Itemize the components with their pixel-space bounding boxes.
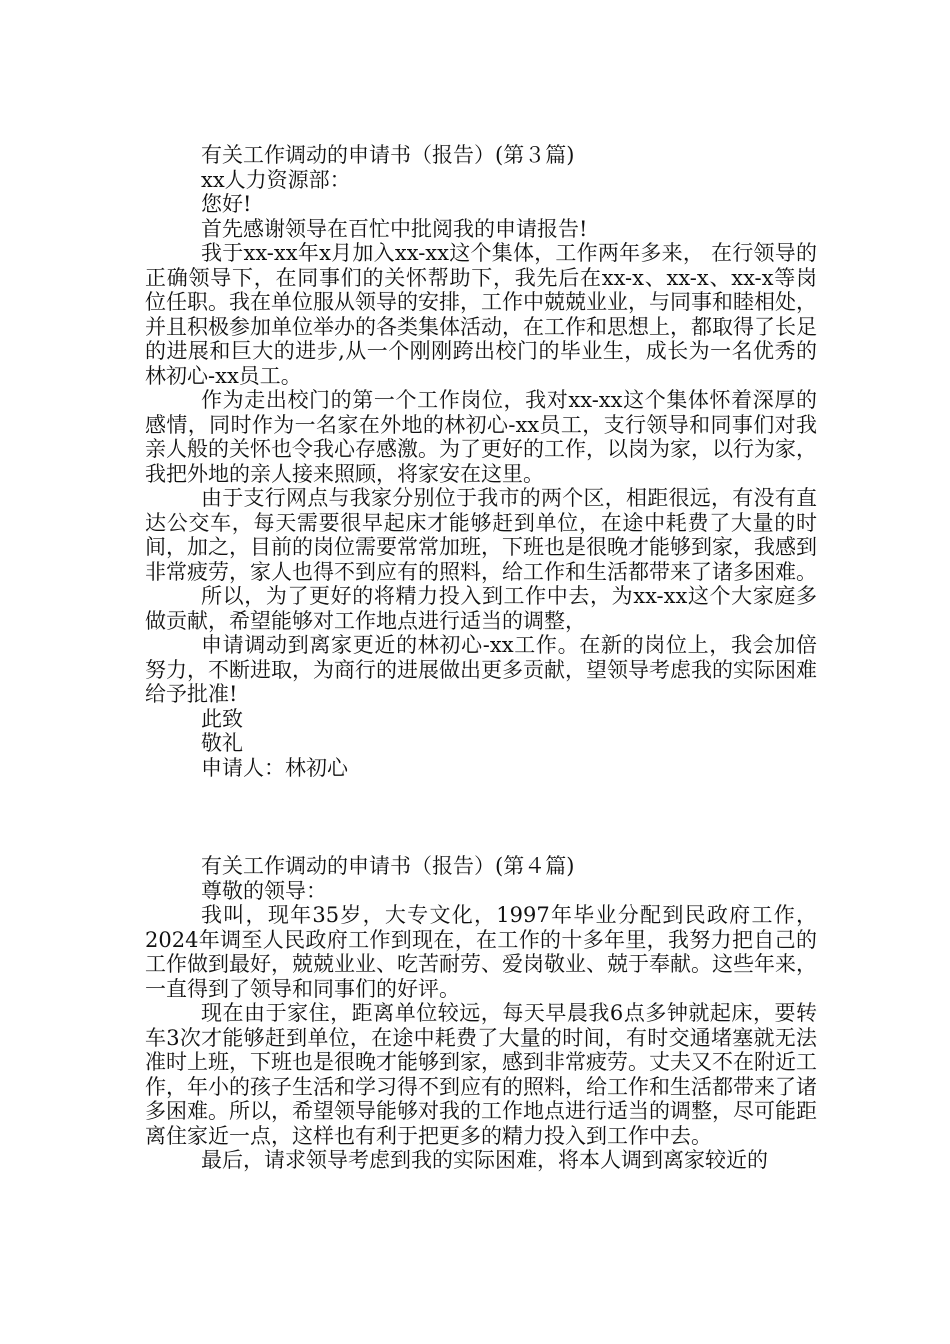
- salutation: 尊敬的领导：: [201, 878, 327, 903]
- body-paragraph: 我于xx-xx年x月加入xx-xx这个集体，工作两年多来， 在行领导的正确领导下，在同事们的关怀帮助下，我先后在xx-x、xx-x、xx-x等岗位任职。我在单位服从领导的安排，工作中兢兢业业，与同事和睦相处，并且积极参加单位举办的各类集体活动，在工作和思想上，都取得了长足的进展和巨大的进步,从一个刚刚跨出校门的毕业生，成长为一名优秀的林初心-xx员工。: [145, 241, 817, 388]
- body-paragraph: 申请调动到离家更近的林初心-xx工作。在新的岗位上，我会加倍努力，不断进取，为商行的进展做出更多贡献，望领导考虑我的实际困难给予批准!: [145, 633, 817, 706]
- body-paragraph: 我叫，现年35岁，大专文化，1997年毕业分配到民政府工作，2024年调至人民政府工作到现在，在工作的十多年里，我努力把自己的工作做到最好，兢兢业业、吃苦耐劳、爱岗敬业、兢于奉献。这些年来，一直得到了领导和同事们的好评。: [145, 903, 817, 1001]
- signature: 申请人：林初心: [201, 755, 348, 780]
- document-page: [145, 143, 817, 1173]
- section-gap: [145, 780, 817, 854]
- closing-line: 敬礼: [201, 731, 243, 755]
- section-title: 有关工作调动的申请书（报告）(第３篇): [201, 143, 575, 167]
- closing-line: 此致: [201, 706, 243, 731]
- greeting: 您好!: [201, 192, 252, 216]
- section-title: 有关工作调动的申请书（报告）(第４篇): [201, 854, 575, 878]
- section-3: [145, 143, 817, 780]
- body-paragraph: 现在由于家住，距离单位较远，每天早晨我6点多钟就起床，要转车3次才能够赶到单位，在途中耗费了大量的时间，有时交通堵塞就无法准时上班，下班也是很晚才能够到家，感到非常疲劳。丈夫又不在附近工作，年小的孩子生活和学习得不到应有的照料，给工作和生活都带来了诸多困难。所以，希望领导能够对我的工作地点进行适当的调整，尽可能距离住家近一点，这样也有利于把更多的精力投入到工作中去。: [145, 1001, 817, 1148]
- body-paragraph: 作为走出校门的第一个工作岗位，我对xx-xx这个集体怀着深厚的感情，同时作为一名家在外地的林初心-xx员工，支行领导和同事们对我亲人般的关怀也令我心存感激。为了更好的工作，以岗为家，以行为家，我把外地的亲人接来照顾，将家安在这里。: [145, 388, 817, 486]
- body-paragraph: 由于支行网点与我家分别位于我市的两个区，相距很远，有没有直达公交车，每天需要很早起床才能够赶到单位，在途中耗费了大量的时间，加之，目前的岗位需要常常加班，下班也是很晚才能够到家，我感到非常疲劳，家人也得不到应有的照料，给工作和生活都带来了诸多困难。: [145, 486, 817, 584]
- section-4: [145, 854, 817, 1173]
- opening-line: 首先感谢领导在百忙中批阅我的申请报告!: [201, 216, 588, 241]
- salutation: xx人力资源部：: [201, 167, 351, 192]
- body-paragraph: 最后，请求领导考虑到我的实际困难，将本人调到离家较近的: [201, 1148, 768, 1172]
- body-paragraph: 所以，为了更好的将精力投入到工作中去，为xx-xx这个大家庭多做贡献，希望能够对工作地点进行适当的调整，: [145, 584, 817, 633]
